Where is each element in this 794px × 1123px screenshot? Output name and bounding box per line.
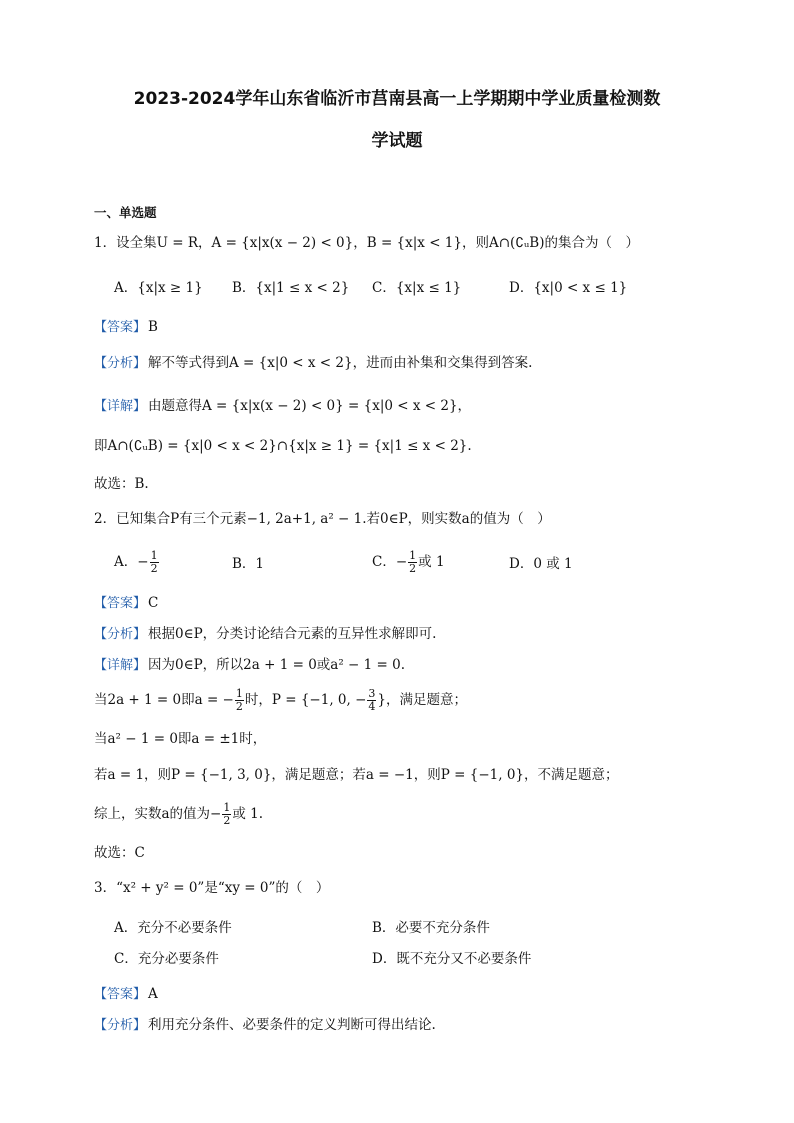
q2-option-b: B．1 [232,556,265,572]
q2-option-c: C．− $\frac{1}{2}$ 或 1 [372,549,445,575]
q1-answer [94,317,158,338]
q3-option-a: A．充分不必要条件 [114,920,232,936]
q3-answer-value: A [148,986,158,1002]
q1-detail [94,396,471,417]
q1-choice: 故选：B. [94,476,149,492]
q2-choice: 故选：C [94,845,145,861]
q1-detail-line-2: 即A∩(∁ᵤB) = {x|0 < x < 2}∩{x|x ≥ 1} = {x|1 ≤ x < 2}. [94,438,472,454]
q1-option-c: C．{x|x ≤ 1} [372,280,462,296]
answer-tag: 【答案】 [94,596,147,611]
analysis-tag: 【分析】 [94,356,147,371]
fraction: $\frac{1}{2}$ [409,549,417,575]
q3-answer [94,984,158,1005]
answer-tag: 【答案】 [94,320,147,335]
answer-tag: 【答案】 [94,987,147,1002]
analysis-tag: 【分析】 [94,1018,147,1033]
fraction: $\frac{1}{2}$ [150,549,158,575]
q3-analysis-text: 利用充分条件、必要条件的定义判断可得出结论. [148,1017,436,1033]
q2-case-3: 若a = 1，则P = {−1, 3, 0}，满足题意；若a = −1，则P = {−1, 0}，不满足题意； [94,767,619,783]
q3-option-c: C．充分必要条件 [114,951,219,967]
q3-option-b: B．必要不充分条件 [372,920,490,936]
q2-analysis [94,624,436,645]
q2-analysis-text: 根据0∈P，分类讨论结合元素的互异性求解即可. [148,626,437,642]
q2-detail [94,655,405,676]
analysis-tag: 【分析】 [94,627,147,642]
q1-stem: 1．设全集U = R，A = {x|x(x − 2) < 0}，B = {x|x < 1}，则A∩(∁ᵤB)的集合为（ ） [94,235,639,251]
document-title-line-1: 2023-2024学年山东省临沂市莒南县高一上学期期中学业质量检测数 [133,89,661,109]
q1-analysis-text: 解不等式得到A = {x|0 < x < 2}，进而由补集和交集得到答案. [148,355,533,371]
q1-option-d: D．{x|0 < x ≤ 1} [509,280,628,296]
q2-detail-text: 因为0∈P，所以2a + 1 = 0或a² − 1 = 0. [148,657,406,673]
q3-option-d: D．既不充分又不必要条件 [372,951,532,967]
q2-option-d: D．0 或 1 [509,556,573,572]
q2-case-2: 当a² − 1 = 0即a = ±1时， [94,731,267,747]
detail-tag: 【详解】 [94,658,147,673]
q1-answer-value: B [148,319,158,335]
q3-stem: 3．“x² + y² = 0”是“xy = 0”的（ ） [94,880,330,896]
document-title-line-2: 学试题 [371,131,423,151]
q2-summary: 综上，实数a的值为− $\frac{1}{2}$ 或 1. [94,801,264,827]
q2-answer [94,593,158,614]
fraction: $\frac{3}{4}$ [368,687,376,713]
q1-analysis [94,353,532,374]
q1-detail-text: 由题意得A = {x|x(x − 2) < 0} = {x|0 < x < 2}， [148,398,472,414]
fraction: $\frac{1}{2}$ [235,687,243,713]
q2-stem: 2．已知集合P有三个元素−1, 2a+1, a² − 1.若0∈P，则实数a的值为（ ） [94,511,551,527]
q2-option-a: A．− $\frac{1}{2}$ [114,549,158,575]
q2-case-1: 当2a + 1 = 0即a = − $\frac{1}{2}$ 时，P = {−1, 0, − $\frac{3}{4}$ }，满足题意； [94,687,467,713]
section-heading: 一、单选题 [94,205,157,220]
q2-answer-value: C [148,595,159,611]
fraction: $\frac{1}{2}$ [223,801,231,827]
q3-analysis [94,1015,436,1036]
detail-tag: 【详解】 [94,399,147,414]
q1-option-b: B．{x|1 ≤ x < 2} [232,280,350,296]
q1-option-a: A．{x|x ≥ 1} [114,280,203,296]
